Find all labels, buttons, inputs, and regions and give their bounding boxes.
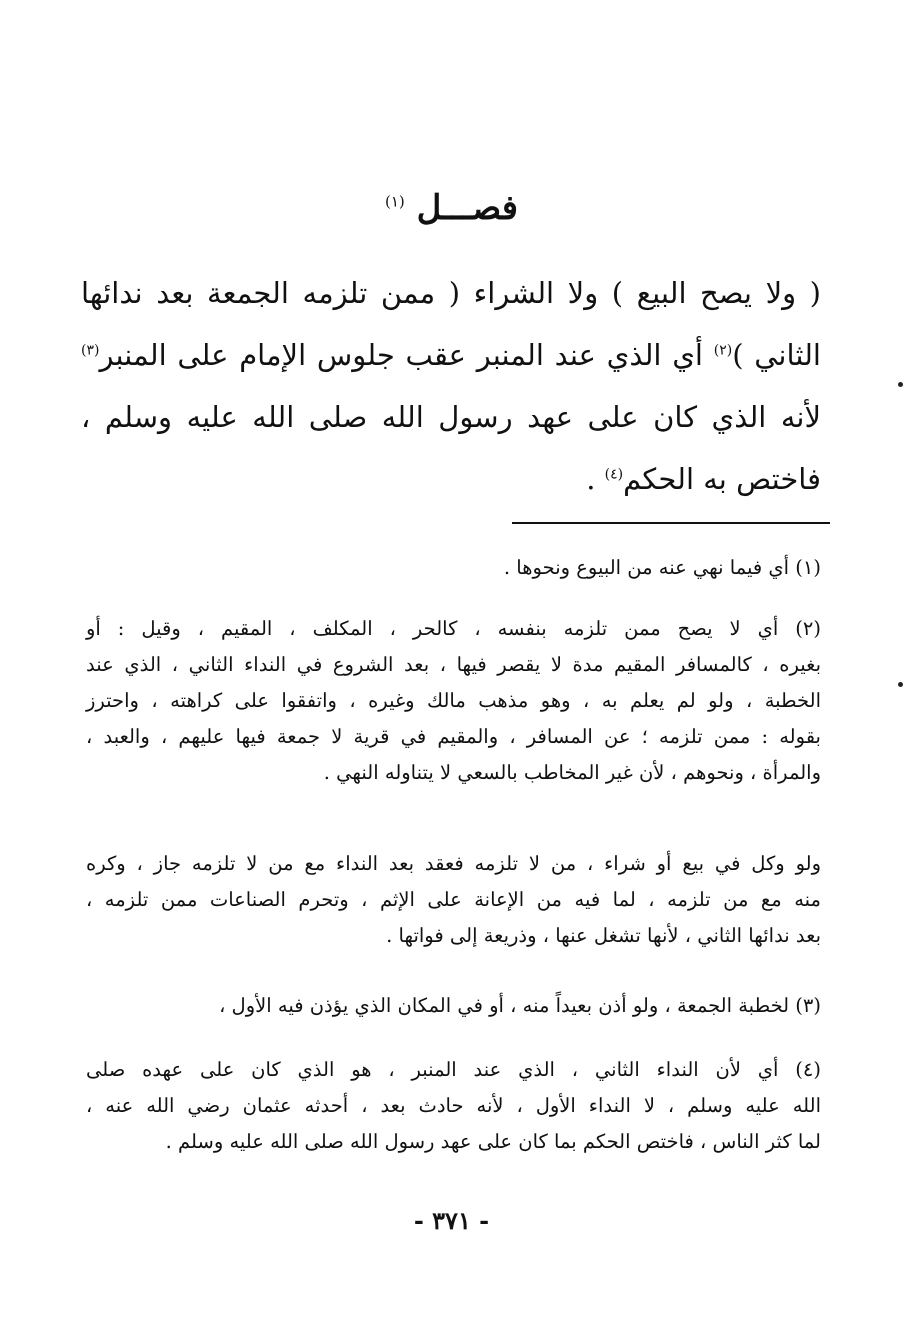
footnote-ref-3: (٣) [81, 342, 100, 359]
footnote-4-line-3: لما كثر الناس ، فاختص الحكم بما كان على عهد رسول الله صلى الله عليه وسلم . [165, 1130, 821, 1153]
main-line-3: لأنه الذي كان على عهد رسول الله صلى الله عليه وسلم ، [81, 400, 821, 434]
main-line-2-start: الثاني ) [732, 338, 821, 372]
page-number: - ٣٧١ - [413, 1206, 490, 1235]
footnote-2-line-5: والمرأة ، ونحوهم ، لأن غير المخاطب بالسعي لا يتناوله النهي . [323, 761, 821, 784]
footnote-4 [86, 1052, 821, 1160]
footnote-separator [512, 522, 830, 524]
footnote-2b-line-3: بعد ندائها الثاني ، لأنها تشغل عنها ، وذريعة إلى فواتها . [386, 924, 821, 947]
footnote-1 [86, 550, 821, 586]
margin-speck [898, 382, 903, 387]
footnote-4-line-2: الله عليه وسلم ، لا النداء الأول ، لأنه حادث بعد ، أحدثه عثمان رضي الله عنه ، [86, 1094, 821, 1117]
heading-footnote-ref: (١) [385, 192, 405, 211]
main-line-4-start: فاختص به الحكم [623, 462, 821, 496]
main-line-2 [81, 324, 821, 386]
main-text [81, 262, 821, 510]
main-line-4 [81, 448, 821, 510]
main-line-2-rest: أي الذي عند المنبر عقب جلوس الإمام على المنبر [99, 338, 714, 372]
footnote-2-line-2: بغيره ، كالمسافر المقيم مدة لا يقصر فيها ، بعد الشروع في النداء الثاني ، الذي عند [86, 653, 821, 676]
margin-speck [898, 682, 903, 687]
footnote-2-continuation [86, 846, 821, 954]
main-line-1: ( ولا يصح البيع ) ولا الشراء ( ممن تلزمه الجمعة بعد ندائها [81, 276, 821, 310]
footnote-2-line-4: بقوله : ممن تلزمه ؛ عن المسافر ، والمقيم في قرية لا جمعة فيها عليهم ، والعبد ، [86, 725, 821, 748]
footnote-1-line-1: (١) أي فيما نهي عنه من البيوع ونحوها . [503, 556, 821, 579]
footnote-ref-2: (٢) [713, 342, 733, 359]
footnote-2-line-1: (٢) أي لا يصح ممن تلزمه بنفسه ، كالحر ، المكلف ، المقيم ، وقيل : أو [86, 617, 821, 640]
footnote-4-line-1: (٤) أي لأن النداء الثاني ، الذي عند المنبر ، هو الذي كان على عهده صلى [86, 1058, 821, 1081]
footnote-3-line-1: (٣) لخطبة الجمعة ، ولو أذن بعيداً منه ، أو في المكان الذي يؤذن فيه الأول ، [219, 994, 821, 1017]
section-heading [0, 188, 903, 228]
main-line-4-end: . [586, 462, 605, 496]
footnote-2 [86, 611, 821, 791]
footnote-3 [86, 988, 821, 1024]
footnote-ref-4: (٤) [604, 466, 624, 483]
footnote-2b-line-2: منه مع من تلزمه ، لما فيه من الإعانة على الإثم ، وتحرم الصناعات ممن تلزمه ، [86, 888, 821, 911]
footnote-2b-line-1: ولو وكل في بيع أو شراء ، من لا تلزمه فعقد بعد النداء مع من لا تلزمه جاز ، وكره [86, 852, 821, 875]
footnote-2-line-3: الخطبة ، ولو لم يعلم به ، وهو مذهب مالك وغيره ، واتفقوا على كراهته ، واحترز [86, 689, 821, 712]
section-title: فصـــل [416, 188, 518, 228]
